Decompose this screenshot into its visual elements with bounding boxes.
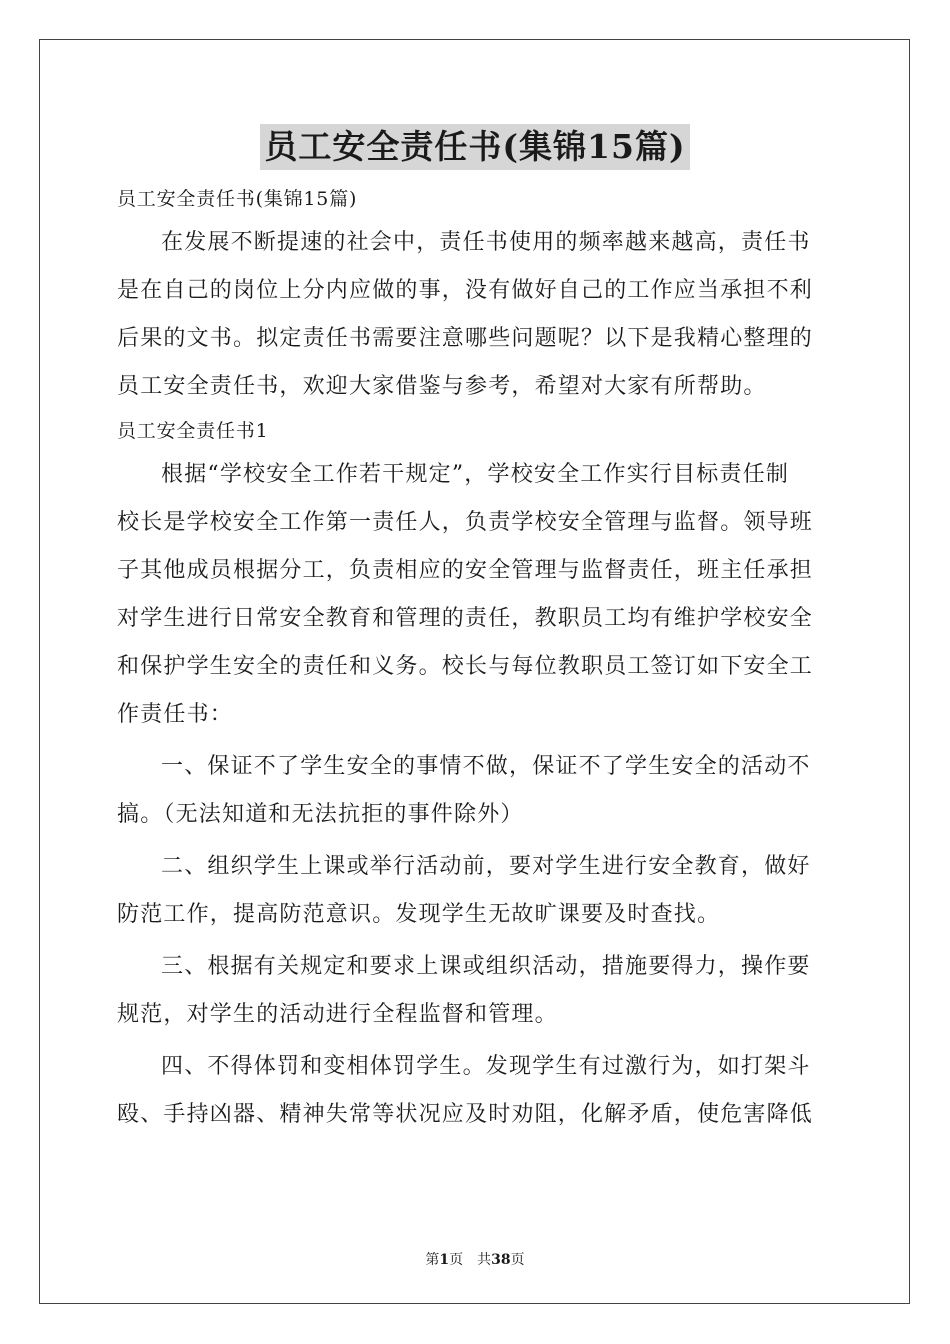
- paragraph-line: 殴、手持凶器、精神失常等状况应及时劝阻，化解矛盾，使危害降低: [117, 1102, 814, 1127]
- list-item: [117, 943, 833, 1039]
- document-title: 员工安全责任书(集锦15篇): [260, 124, 689, 170]
- paragraph-line: 一、保证不了学生安全的事情不做，保证不了学生安全的活动不: [161, 754, 811, 779]
- intro-paragraph: [117, 219, 833, 411]
- list-item: [117, 1043, 833, 1139]
- paragraph-line: 在发展不断提速的社会中，责任书使用的频率越来越高，责任书: [161, 230, 811, 255]
- intro-heading: 员工安全责任书(集锦15篇): [117, 188, 358, 210]
- current-page-number: 1: [439, 1252, 450, 1268]
- total-page-number: 38: [491, 1252, 511, 1268]
- paragraph-line: 二、组织学生上课或举行活动前，要对学生进行安全教育，做好: [161, 854, 811, 879]
- page-footer: [0, 1249, 950, 1269]
- paragraph-line: 子其他成员根据分工，负责相应的安全管理与监督责任，班主任承担: [117, 558, 814, 583]
- paragraph-line: 搞。（无法知道和无法抗拒的事件除外）: [117, 802, 524, 827]
- title-block: [0, 124, 950, 170]
- paragraph-line: 三、根据有关规定和要求上课或组织活动，措施要得力，操作要: [161, 954, 811, 979]
- document-body: [117, 179, 833, 1139]
- paragraph-line: 员工安全责任书，欢迎大家借鉴与参考，希望对大家有所帮助。: [117, 374, 767, 399]
- paragraph-line: 是在自己的岗位上分内应做的事，没有做好自己的工作应当承担不利: [117, 278, 814, 303]
- paragraph-line: 校长是学校安全工作第一责任人，负责学校安全管理与监督。领导班: [117, 510, 814, 535]
- page-prefix: 第: [425, 1252, 440, 1268]
- paragraph-line: 防范工作，提高防范意识。发现学生无故旷课要及时查找。: [117, 902, 721, 927]
- paragraph-line: 后果的文书。拟定责任书需要注意哪些问题呢？以下是我精心整理的: [117, 326, 814, 351]
- paragraph-line: 规范，对学生的活动进行全程监督和管理。: [117, 1002, 558, 1027]
- list-item: [117, 743, 833, 839]
- list-item: [117, 843, 833, 939]
- section-paragraph: [117, 451, 833, 739]
- total-suffix: 页: [510, 1252, 525, 1268]
- paragraph-line: 四、不得体罚和变相体罚学生。发现学生有过激行为，如打架斗: [161, 1054, 811, 1079]
- total-prefix: 共: [477, 1252, 492, 1268]
- page-suffix: 页: [449, 1252, 464, 1268]
- paragraph-line: 和保护学生安全的责任和义务。校长与每位教职员工签订如下安全工: [117, 654, 814, 679]
- paragraph-line: 对学生进行日常安全教育和管理的责任，教职员工均有维护学校安全: [117, 606, 814, 631]
- paragraph-line: 作责任书：: [117, 702, 234, 727]
- section-heading: 员工安全责任书1: [117, 420, 269, 442]
- paragraph-line: 根据“学校安全工作若干规定”，学校安全工作实行目标责任制: [161, 462, 790, 487]
